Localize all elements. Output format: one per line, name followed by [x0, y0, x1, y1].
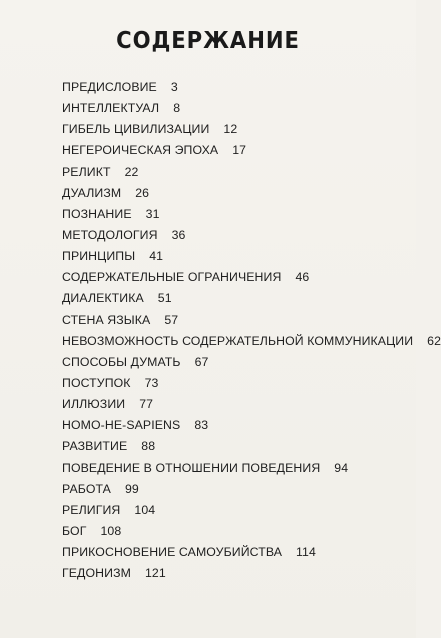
toc-entry-title: РАЗВИТИЕ	[62, 439, 128, 454]
toc-entry	[62, 310, 412, 331]
toc-entry	[62, 521, 412, 542]
toc-entry	[62, 458, 412, 479]
toc-entry-page: 3	[170, 80, 178, 94]
toc-entry	[62, 352, 412, 373]
toc-entry	[62, 436, 412, 457]
toc-entry-title: ПРИНЦИПЫ	[62, 249, 136, 264]
toc-entry	[62, 98, 412, 119]
toc-entry-title: ПОЗНАНИЕ	[62, 206, 132, 221]
toc-entry-title: ИНТЕЛЛЕКТУАЛ	[62, 101, 160, 116]
toc-entry-title: ПРИКОСНОВЕНИЕ САМОУБИЙСТВА	[62, 545, 283, 560]
toc-entry-title: СТЕНА ЯЗЫКА	[62, 312, 151, 327]
toc-entry-title: HOMO-НЕ-SAPIENS	[62, 418, 181, 433]
toc-entry	[62, 162, 412, 183]
toc-entry-page: 31	[145, 206, 160, 221]
toc-entry-page: 51	[157, 291, 172, 306]
toc-entry-title: ПРЕДИСЛОВИЕ	[62, 80, 157, 94]
toc-entry-page: 57	[164, 312, 179, 327]
toc-entry-page: 88	[141, 439, 156, 454]
toc-entry	[62, 331, 441, 352]
toc-entry-title: ПОВЕДЕНИЕ В ОТНОШЕНИИ ПОВЕДЕНИЯ	[62, 460, 321, 475]
toc-entry-page: 114	[296, 545, 316, 560]
toc-entry-title: ДИАЛЕКТИКА	[62, 291, 144, 306]
toc-entry	[62, 225, 412, 246]
toc-entry-page: 83	[194, 418, 209, 433]
toc-entry-page: 22	[124, 164, 139, 179]
toc-entry-page: 17	[232, 143, 247, 158]
toc-entry	[62, 119, 412, 140]
toc-entry-page: 62	[427, 333, 441, 348]
toc-entry-title: ПОСТУПОК	[62, 375, 131, 390]
toc-entry-title: БОГ	[62, 523, 87, 538]
toc-entry	[62, 542, 412, 563]
toc-entry-page: 104	[134, 502, 156, 517]
toc-entry	[62, 246, 412, 267]
toc-entry	[62, 394, 412, 415]
toc-entry-title: СОДЕРЖАТЕЛЬНЫЕ ОГРАНИЧЕНИЯ	[62, 270, 282, 285]
toc-entry-title: РЕЛИКТ	[62, 164, 111, 179]
toc-entry-title: РЕЛИГИЯ	[62, 502, 121, 517]
toc-entry-page: 77	[139, 397, 154, 412]
table-of-contents	[62, 77, 441, 584]
toc-entry-page: 36	[171, 227, 186, 242]
toc-entry	[62, 479, 412, 500]
toc-entry-page: 73	[144, 375, 159, 390]
toc-entry-page: 108	[100, 523, 122, 538]
toc-entry-page: 12	[223, 122, 238, 137]
toc-entry-title: ГИБЕЛЬ ЦИВИЛИЗАЦИИ	[62, 122, 210, 137]
toc-entry-title: СПОСОБЫ ДУМАТЬ	[62, 354, 181, 369]
toc-entry-page: 46	[295, 270, 310, 285]
toc-entry-page: 41	[149, 249, 164, 264]
toc-entry	[62, 204, 412, 225]
toc-entry-title: ГЕДОНИЗМ	[62, 566, 131, 581]
toc-entry	[62, 140, 412, 161]
toc-entry-title: НЕГЕРОИЧЕСКАЯ ЭПОХА	[62, 143, 219, 158]
page-title: СОДЕРЖАНИЕ	[116, 28, 300, 54]
toc-entry	[62, 415, 412, 436]
toc-entry	[62, 183, 412, 204]
toc-entry	[62, 373, 412, 394]
toc-entry	[62, 563, 412, 584]
toc-entry-title: ИЛЛЮЗИИ	[62, 397, 126, 412]
toc-entry-page: 94	[334, 460, 349, 475]
toc-entry-page: 8	[173, 101, 181, 116]
toc-entry-title: ДУАЛИЗМ	[62, 185, 122, 200]
toc-entry-title: МЕТОДОЛОГИЯ	[62, 227, 158, 242]
toc-entry-page: 26	[135, 185, 150, 200]
toc-entry	[62, 77, 412, 98]
toc-entry	[62, 500, 412, 521]
toc-entry-page: 121	[144, 566, 166, 581]
toc-entry-page: 67	[194, 354, 209, 369]
toc-entry-title: НЕВОЗМОЖНОСТЬ СОДЕРЖАТЕЛЬНОЙ КОММУНИКАЦИИ	[62, 333, 414, 348]
toc-entry	[62, 267, 412, 288]
toc-entry	[62, 288, 412, 309]
toc-entry-title: РАБОТА	[62, 481, 111, 496]
toc-entry-page: 99	[124, 481, 139, 496]
